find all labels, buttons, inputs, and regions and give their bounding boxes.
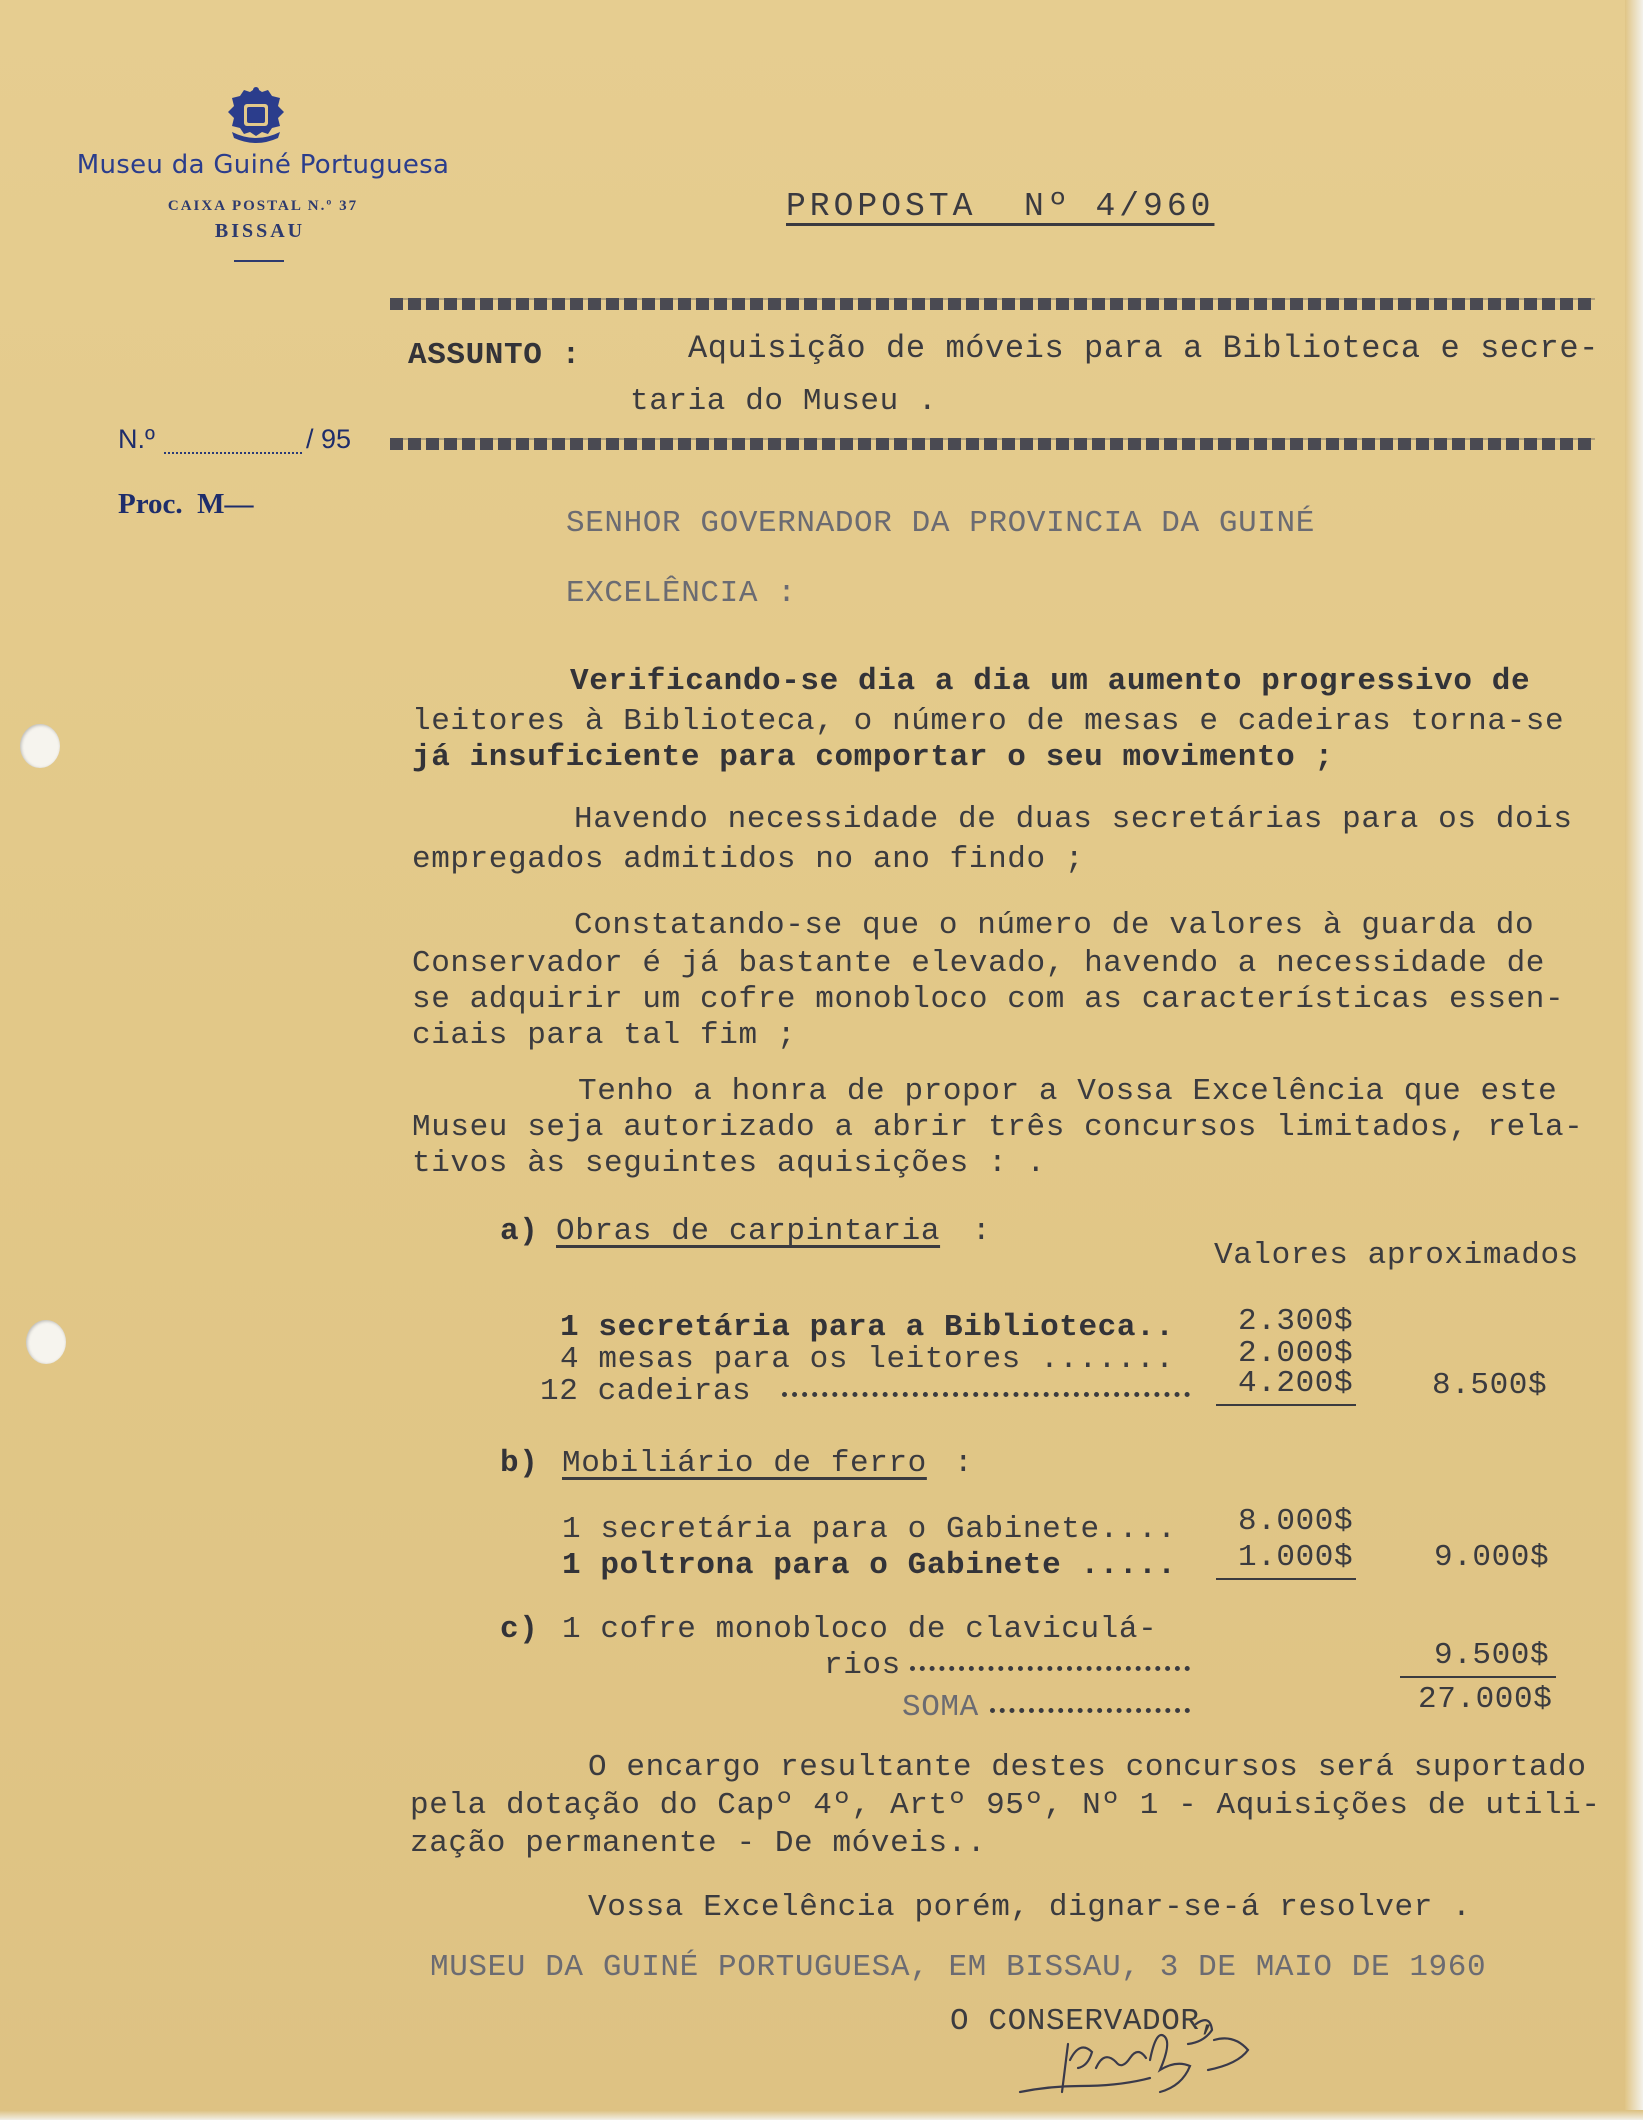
item-c-leader-dots <box>910 1666 1190 1671</box>
paper-edge-bottom <box>0 2110 1643 2120</box>
p5-line-3: zação permanente - De móveis.. <box>410 1826 987 1861</box>
signatory-title: O CONSERVADOR, <box>950 2004 1219 2039</box>
item-b-amount-2: 1.000$ <box>1238 1540 1354 1575</box>
p1-line-2: leitores à Biblioteca, o número de mesas e cadeiras torna-se <box>412 704 1565 739</box>
sum-leader-dots <box>990 1708 1190 1713</box>
item-c-line-2: rios <box>824 1648 901 1683</box>
letterhead-rule <box>234 260 284 262</box>
p1-line-3: já insuficiente para comportar o seu movimento ; <box>412 740 1334 775</box>
punch-hole-top <box>20 724 60 768</box>
item-a-subtotal: 8.500$ <box>1432 1368 1548 1403</box>
grand-total: 27.000$ <box>1418 1682 1553 1717</box>
subject-line-2: taria do Museu . <box>630 384 938 419</box>
item-a-amount-2: 2.000$ <box>1238 1336 1354 1371</box>
subject-line-1: Aquisição de móveis para a Biblioteca e secre- <box>688 330 1599 367</box>
total-rule <box>1400 1676 1556 1678</box>
proc-label: Proc. M— <box>118 488 254 520</box>
document-title: PROPOSTA Nº 4/960 <box>786 188 1215 225</box>
item-b-label: b) <box>500 1446 539 1481</box>
number-field <box>164 452 302 454</box>
item-c-line-1: 1 cofre monobloco de claviculá- <box>562 1612 1158 1647</box>
item-a-line-2: 4 mesas para os leitores ....... <box>560 1342 1175 1377</box>
item-a-leader-dots <box>782 1392 1190 1397</box>
number-label: N.º <box>118 424 155 454</box>
letterhead-city: BISSAU <box>214 220 306 242</box>
item-a-label: a) <box>500 1214 539 1249</box>
sum-label: SOMA <box>902 1690 979 1725</box>
punch-hole-bottom <box>26 1320 66 1364</box>
p5-line-1: O encargo resultante destes concursos será suportado <box>588 1750 1587 1785</box>
values-header: Valores aproximados <box>1214 1238 1579 1273</box>
separator-bottom <box>390 438 1595 450</box>
item-a-sum-rule <box>1216 1404 1356 1406</box>
p2-line-1: Havendo necessidade de duas secretárias para os dois <box>574 802 1573 837</box>
item-b-line-1: 1 secretária para o Gabinete.... <box>562 1512 1177 1547</box>
signature-handwritten <box>1000 2000 1280 2110</box>
separator-top <box>390 298 1595 310</box>
p6-request: Vossa Excelência porém, dignar-se-á resolver . <box>588 1890 1472 1925</box>
item-a-amount-1: 2.300$ <box>1238 1304 1354 1339</box>
caixa-postal: CAIXA POSTAL N.º 37 <box>167 198 359 214</box>
p3-line-4: ciais para tal fim ; <box>412 1018 797 1053</box>
item-a-title: Obras de carpintaria <box>556 1214 941 1249</box>
paper-edge-right <box>1625 0 1643 2120</box>
item-b-sum-rule <box>1216 1578 1356 1580</box>
p3-line-2: Conservador é já bastante elevado, havendo a necessidade de <box>412 946 1545 981</box>
item-b-line-2: 1 poltrona para o Gabinete ..... <box>562 1548 1177 1583</box>
place-date: MUSEU DA GUINÉ PORTUGUESA, EM BISSAU, 3 DE MAIO DE 1960 <box>430 1950 1487 1985</box>
p4-line-3: tivos às seguintes aquisições : . <box>412 1146 1046 1181</box>
salutation: EXCELÊNCIA : <box>566 576 797 611</box>
item-b-colon: : <box>954 1446 974 1481</box>
item-a-amount-3: 4.200$ <box>1238 1366 1354 1401</box>
item-c-label: c) <box>500 1612 539 1647</box>
p4-line-1: Tenho a honra de propor a Vossa Excelência que este <box>578 1074 1558 1109</box>
item-b-amount-1: 8.000$ <box>1238 1504 1354 1539</box>
item-b-title: Mobiliário de ferro <box>562 1446 927 1481</box>
p2-line-2: empregados admitidos no ano findo ; <box>412 842 1085 877</box>
p4-line-2: Museu seja autorizado a abrir três concursos limitados, rela- <box>412 1110 1584 1145</box>
p3-line-1: Constatando-se que o número de valores à guarda do <box>574 908 1535 943</box>
item-a-line-1: 1 secretária para a Biblioteca.. <box>560 1310 1175 1345</box>
addressee: SENHOR GOVERNADOR DA PROVINCIA DA GUINÉ <box>566 506 1315 541</box>
subject-label: ASSUNTO : <box>408 338 581 373</box>
p1-line-1: Verificando-se dia a dia um aumento progressivo de <box>570 664 1531 699</box>
coat-of-arms-icon <box>218 84 294 146</box>
item-c-subtotal: 9.500$ <box>1434 1638 1550 1673</box>
museum-name: Museu da Guiné Portuguesa <box>76 150 450 180</box>
p3-line-3: se adquirir um cofre monobloco com as características essen- <box>412 982 1565 1017</box>
p5-line-2: pela dotação do Capº 4º, Artº 95º, Nº 1 - Aquisições de utili- <box>410 1788 1601 1823</box>
item-a-line-3: 12 cadeiras <box>540 1374 752 1409</box>
item-a-colon: : <box>972 1214 992 1249</box>
item-b-subtotal: 9.000$ <box>1434 1540 1550 1575</box>
number-suffix: / 95 <box>306 424 352 454</box>
